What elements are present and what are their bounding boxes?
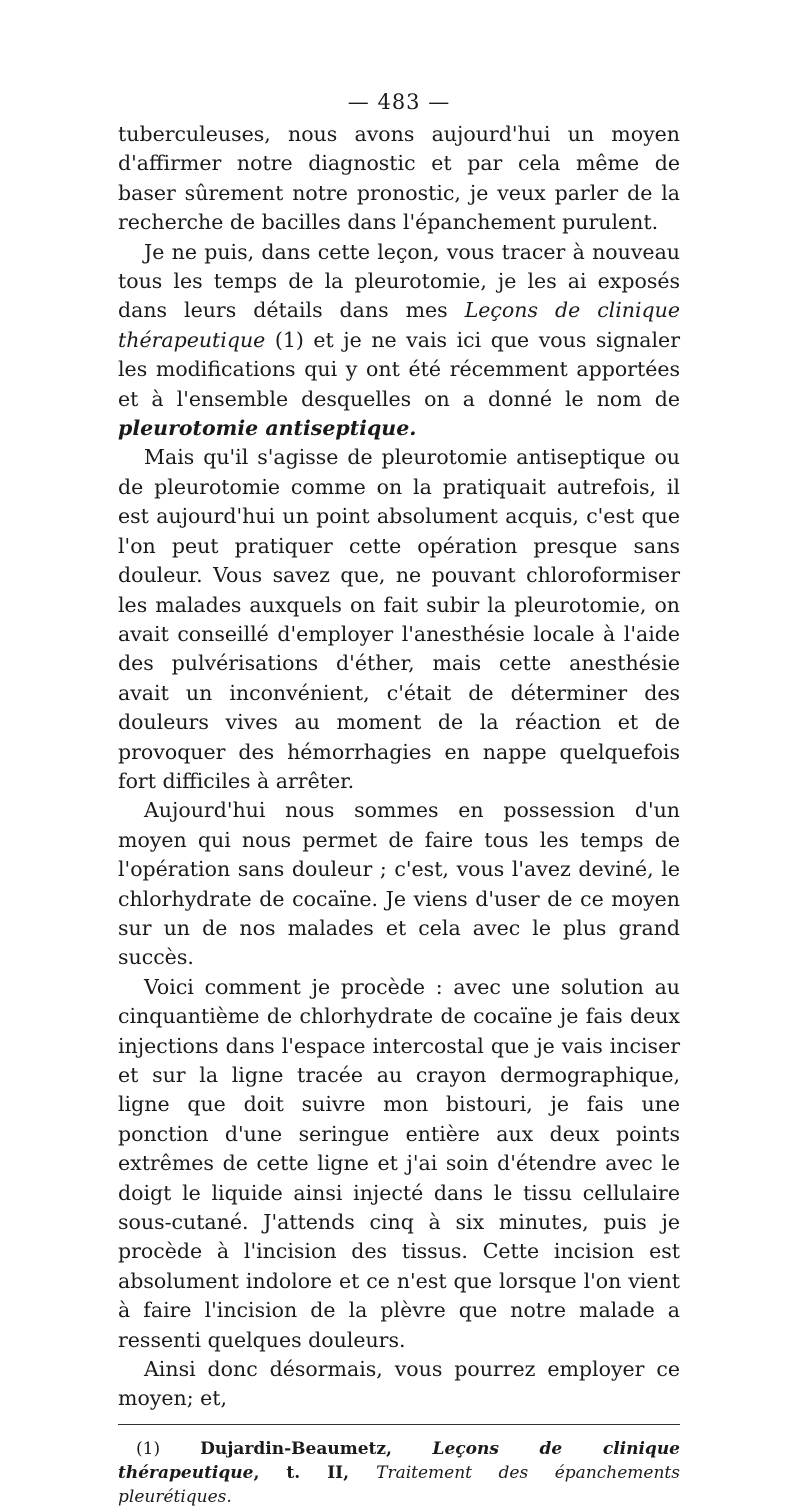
paragraph-2-text-b: (1) et je ne vais ici que vous signaler les modifications qui y ont été récemment apportées et à l'ensemble desquelles on a donné le nom de: [118, 327, 680, 411]
footnote: [118, 1437, 680, 1509]
footnote-title-2: Traitement des épanchements pleurétiques.: [118, 1462, 680, 1507]
paragraph-1: tuberculeuses, nous avons aujourd'hui un moyen d'affirmer notre diagnostic et par cela même de baser sûrement notre pronostic, je veux parler de la recherche de bacilles dans l'épanchement purulent.: [118, 122, 680, 235]
page-number: — 483 —: [347, 90, 451, 114]
footnote-title: Leçons de clinique thérapeutique: [118, 1438, 680, 1483]
paragraph-3: Mais qu'il s'agisse de pleurotomie antiseptique ou de pleurotomie comme on la pratiquait autrefois, il est aujourd'hui un point absolument acquis, c'est que l'on peut pratiquer cette opération presque sans douleur. Vous savez que, ne pouvant chloroformiser les malades auxquels on fait subir la pleurotomie, on avait conseillé d'employer l'anesthésie locale à l'aide des pulvérisations d'éther, mais cette anesthésie avait un inconvénient, c'était de déterminer des douleurs vives au moment de la réaction et de provoquer des hémorrhagies en nappe quelquefois fort difficiles à arrêter.: [118, 445, 680, 793]
paragraph-2-book-title: Leçons de clinique thérapeutique: [118, 298, 681, 352]
footnote-divider: [118, 1424, 680, 1425]
footnote-author: Dujardin-Beaumetz,: [200, 1438, 433, 1459]
paragraph-6: Ainsi donc désormais, vous pourrez employer ce moyen; et,: [118, 1357, 680, 1411]
paragraph-2-text-a: Je ne puis, dans cette leçon, vous tracer à nouveau tous les temps de la pleurotomie, je les ai exposés dans leurs détails dans mes: [118, 239, 680, 323]
footnote-volume: , t. II,: [253, 1462, 377, 1483]
book-page: [118, 88, 680, 1509]
paragraph-2-term: pleurotomie antiseptique.: [118, 416, 417, 441]
paragraph-2: [118, 238, 680, 444]
paragraph-5: Voici comment je procède : avec une solution au cinquantième de chlorhydrate de cocaïne je fais deux injections dans l'espace intercostal que je vais inciser et sur la ligne tracée au crayon dermographique, ligne que doit suivre mon bistouri, je fais une ponction d'une seringue entière aux deux points extrêmes de cette ligne et j'ai soin d'étendre avec le doigt le liquide ainsi injecté dans le tissu cellulaire sous-cutané. J'attends cinq à six minutes, puis je procède à l'incision des tissus. Cette incision est absolument indolore et ce n'est que lorsque l'on vient à faire l'incision de la plèvre que notre malade a ressenti quelques douleurs.: [118, 974, 680, 1352]
paragraph-4: Aujourd'hui nous sommes en possession d'un moyen qui nous permet de faire tous les temps de l'opération sans douleur ; c'est, vous l'avez deviné, le chlorhydrate de cocaïne. Je viens d'user de ce moyen sur un de nos malades et cela avec le plus grand succès.: [118, 798, 680, 970]
footnote-marker: (1): [136, 1438, 201, 1459]
